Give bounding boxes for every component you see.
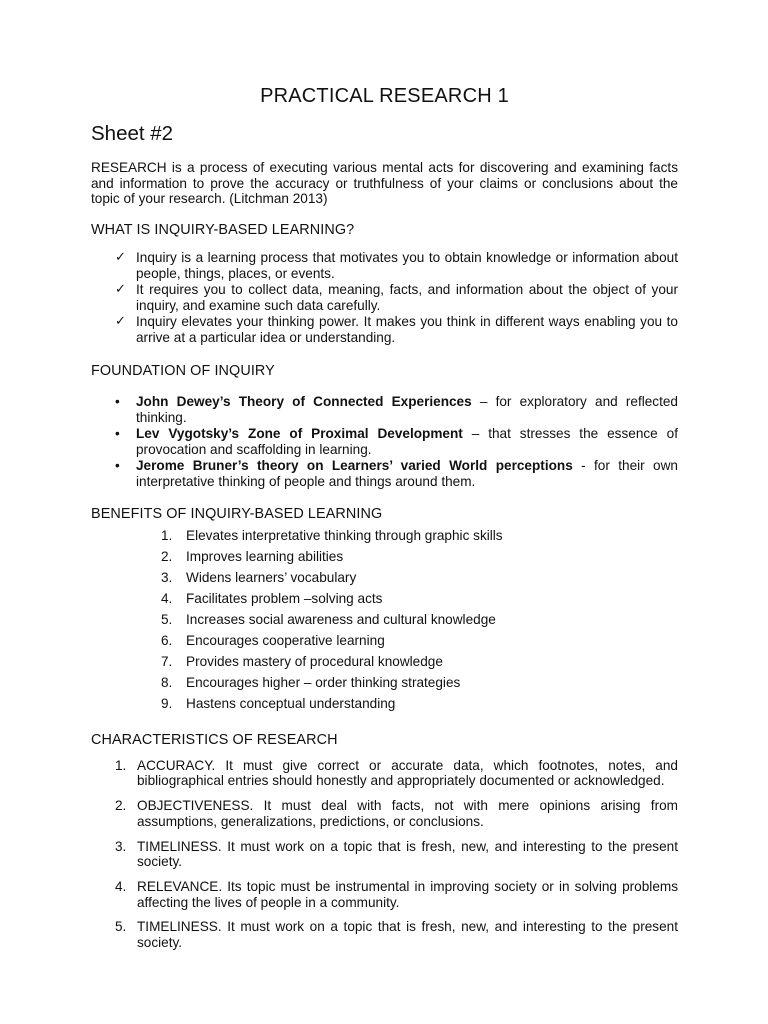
section-heading-benefits: BENEFITS OF INQUIRY-BASED LEARNING — [91, 505, 383, 522]
list-item: 6. Encourages cooperative learning — [161, 632, 385, 648]
list-item: • John Dewey’s Theory of Connected Experiences – for exploratory and reflected thinking. — [115, 393, 678, 425]
list-item: ✓ Inquiry elevates your thinking power. It makes you think in different ways enabling you to arrive at a particular idea or understanding. — [115, 313, 678, 345]
benefits-list — [91, 525, 678, 714]
list-item: 5. TIMELINESS. It must work on a topic that is fresh, new, and interesting to the present society. — [115, 919, 678, 951]
list-item: 3. Widens learners’ vocabulary — [161, 569, 357, 585]
bullet-icon: • — [115, 393, 120, 409]
list-item: 7. Provides mastery of procedural knowledge — [161, 653, 443, 669]
list-item: ✓ It requires you to collect data, meaning, facts, and information about the object of your inquiry, and examine such data carefully. — [115, 281, 678, 313]
list-item: • Jerome Bruner’s theory on Learners’ varied World perceptions - for their own interpretative thinking of people and things around them. — [115, 457, 678, 489]
section-heading-characteristics: CHARACTERISTICS OF RESEARCH — [91, 731, 338, 748]
page-title: PRACTICAL RESEARCH 1 — [260, 85, 509, 107]
bullet-icon: • — [115, 425, 120, 441]
list-item: 8. Encourages higher – order thinking strategies — [161, 674, 461, 690]
checkmark-icon: ✓ — [115, 249, 126, 265]
list-item: 1. ACCURACY. It must give correct or accurate data, which footnotes, notes, and bibliographical entries should honestly and appropriately documented or acknowledged. — [115, 757, 678, 789]
list-item: 3. TIMELINESS. It must work on a topic that is fresh, new, and interesting to the present society. — [115, 838, 678, 870]
list-item: 9. Hastens conceptual understanding — [161, 695, 396, 711]
checkmark-icon: ✓ — [115, 313, 126, 329]
characteristics-list — [91, 758, 678, 951]
research-definition: RESEARCH is a process of executing various mental acts for discovering and examining facts and information to prove the accuracy or truthfulness of your claims or conclusions about the topic of your research. (Litchman 2013) — [91, 160, 678, 207]
sheet-label: Sheet #2 — [91, 122, 174, 145]
list-item: ✓ Inquiry is a learning process that motivates you to obtain knowledge or information about people, things, places, or events. — [115, 249, 678, 281]
list-item: 5. Increases social awareness and cultural knowledge — [161, 611, 496, 627]
list-item: 2. Improves learning abilities — [161, 548, 344, 564]
inquiry-list — [91, 250, 678, 346]
section-heading-inquiry: WHAT IS INQUIRY-BASED LEARNING? — [91, 221, 355, 238]
list-item: • Lev Vygotsky’s Zone of Proximal Development – that stresses the essence of provocation and scaffolding in learning. — [115, 425, 678, 457]
list-item: 2. OBJECTIVENESS. It must deal with facts, not with mere opinions arising from assumptions, generalizations, predictions, or conclusions. — [115, 798, 678, 829]
checkmark-icon: ✓ — [115, 281, 126, 297]
list-item: 1. Elevates interpretative thinking through graphic skills — [161, 527, 503, 543]
section-heading-foundation: FOUNDATION OF INQUIRY — [91, 362, 275, 379]
list-item: 4. RELEVANCE. Its topic must be instrumental in improving society or in solving problems affecting the lives of people in a community. — [115, 879, 678, 910]
list-item: 4. Facilitates problem –solving acts — [161, 590, 383, 606]
bullet-icon: • — [115, 457, 120, 473]
foundation-list — [91, 394, 678, 490]
